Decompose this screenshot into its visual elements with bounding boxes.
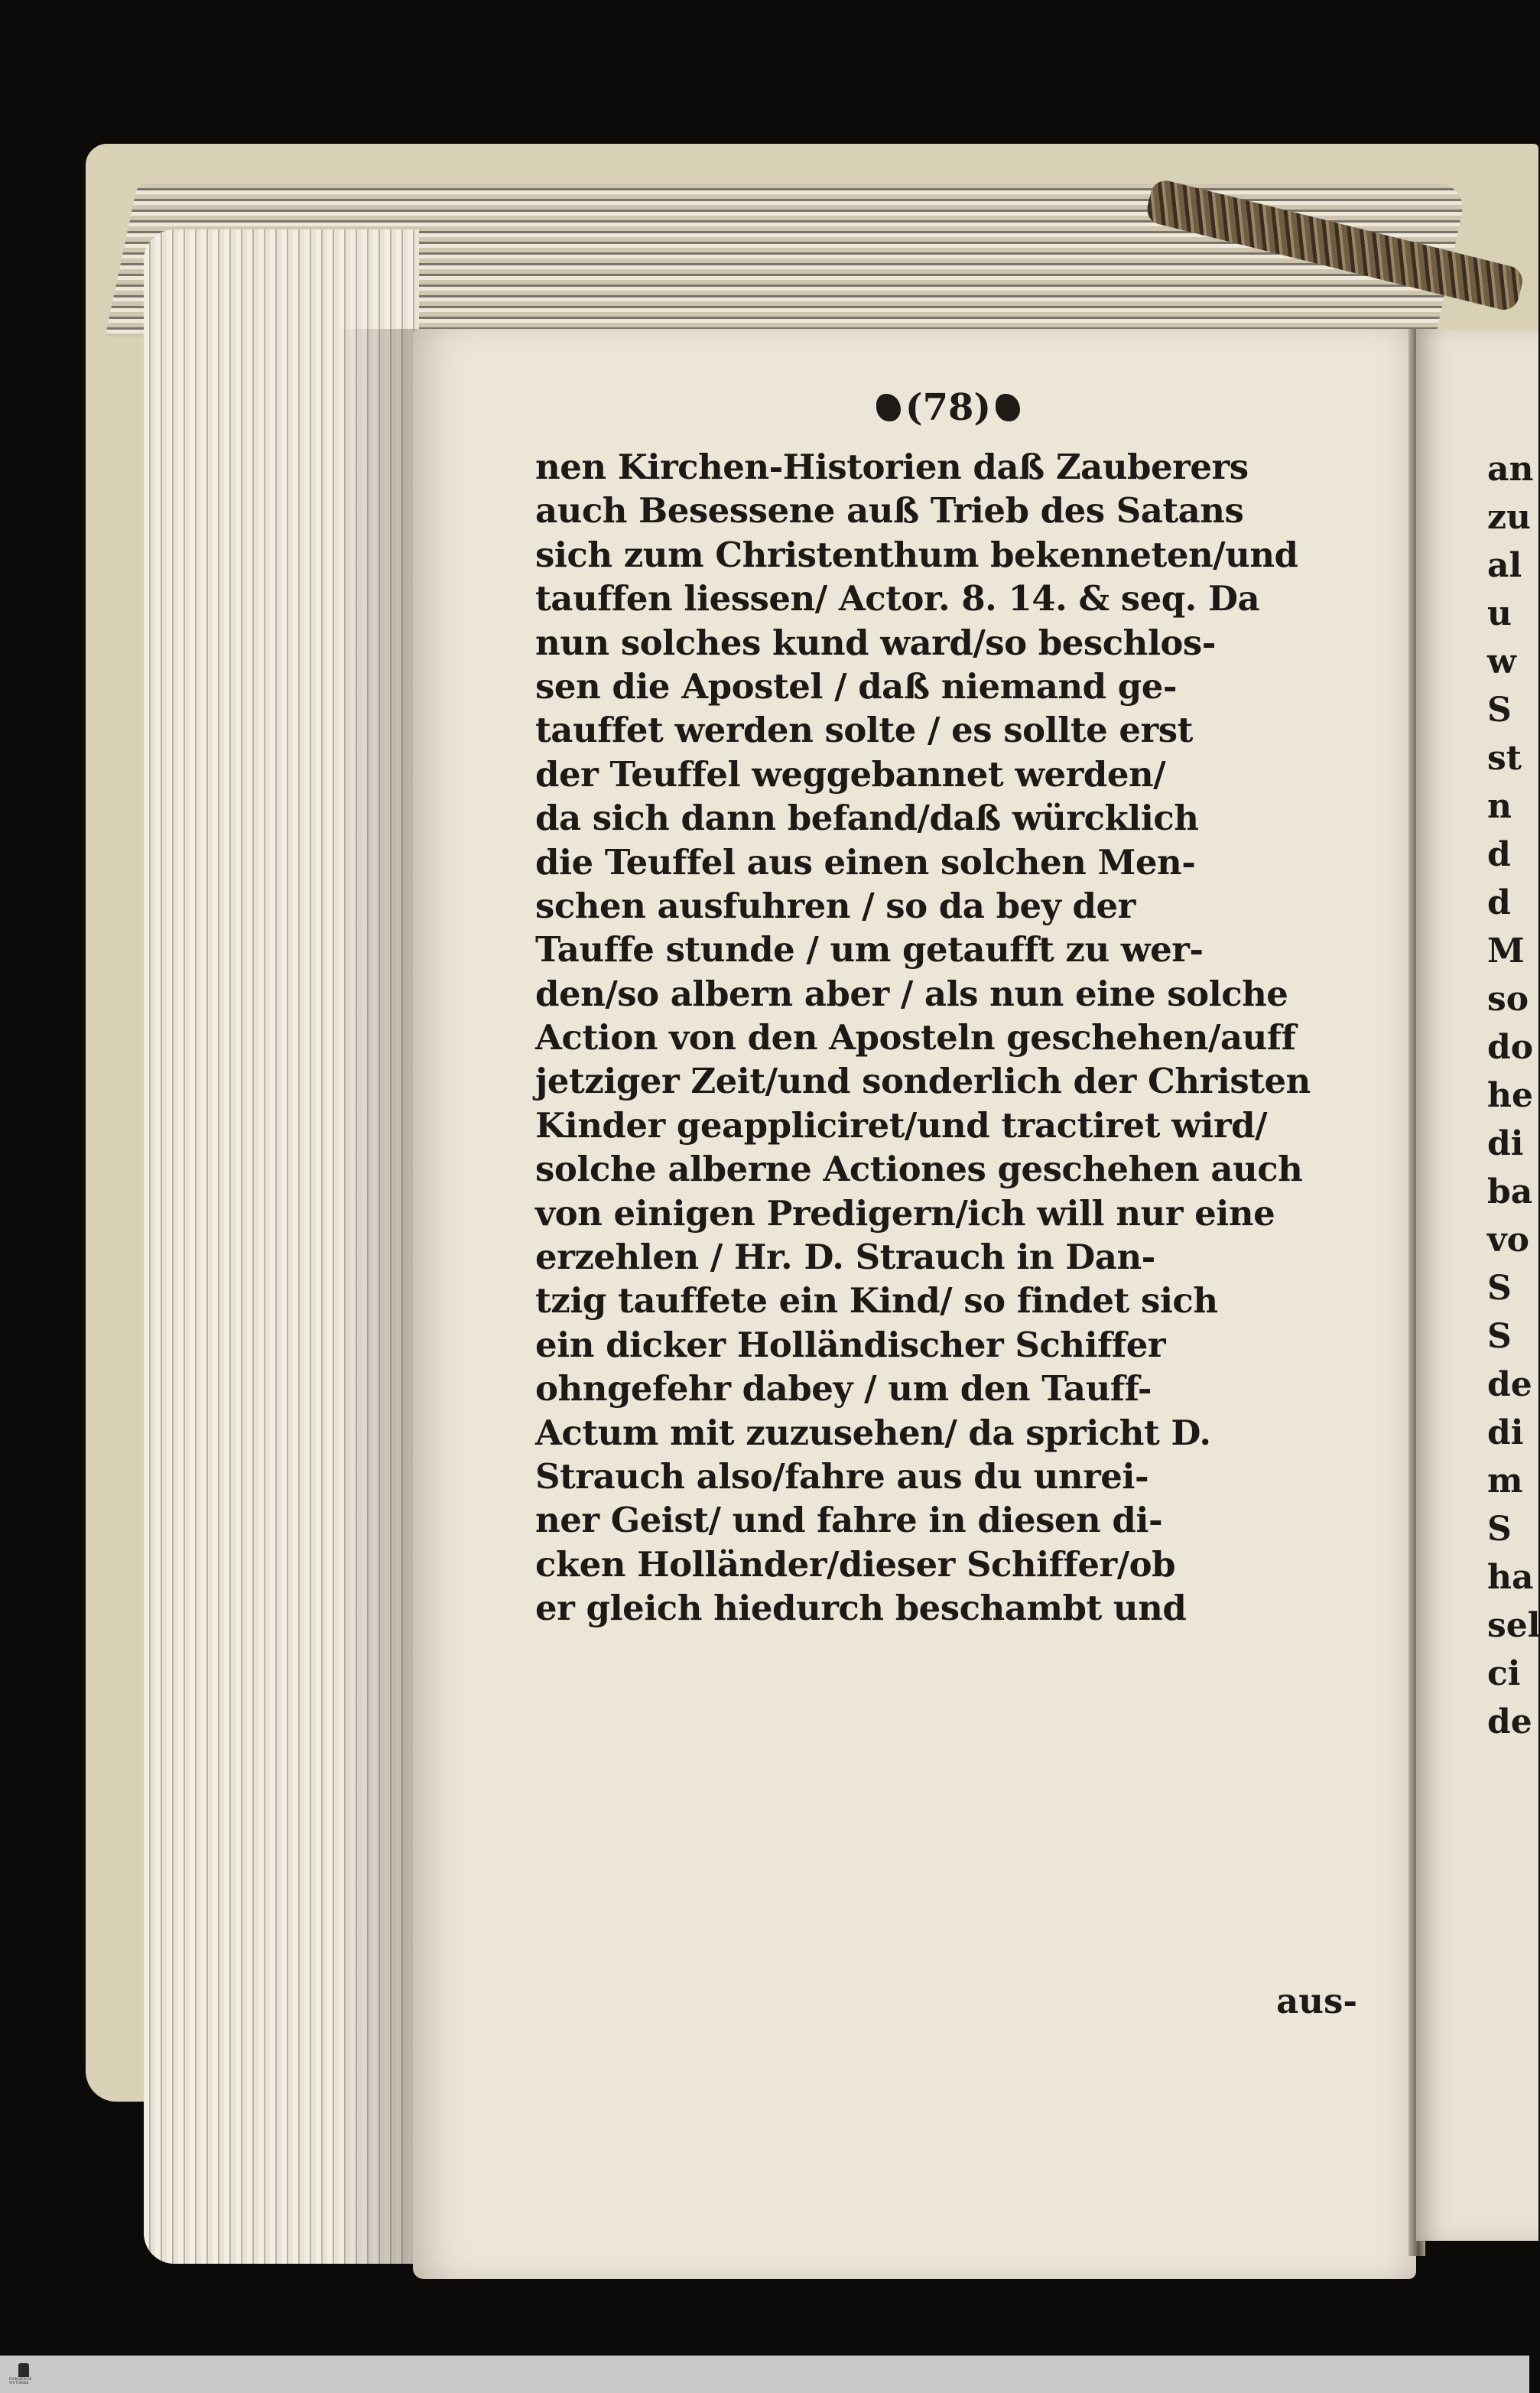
text-line: Actum mit zuzusehen/ da spricht D. bbox=[535, 1412, 1211, 1453]
page-number: (78) bbox=[905, 386, 992, 429]
next-page-line-start: so bbox=[1487, 980, 1529, 1019]
text-line: der Teuffel weggebannet werden/ bbox=[535, 753, 1166, 795]
text-line: sich zum Christenthum bekenneten/und bbox=[535, 534, 1298, 575]
text-line: ner Geist/ und fahre in diesen di- bbox=[535, 1500, 1163, 1541]
text-line: auch Besessene auß Trieb des Satans bbox=[535, 490, 1244, 532]
text-line: die Teuffel aus einen solchen Men- bbox=[535, 841, 1196, 883]
text-line: von einigen Predigern/ich will nur eine bbox=[535, 1192, 1275, 1234]
library-logo-icon bbox=[9, 2359, 38, 2388]
next-page-line-start: S bbox=[1487, 1510, 1512, 1549]
next-page-line-start: do bbox=[1487, 1028, 1534, 1067]
next-page-line-start: di bbox=[1487, 1124, 1524, 1163]
text-line: ohngefehr dabey / um den Tauff- bbox=[535, 1368, 1152, 1409]
text-line: Tauffe stunde / um getaufft zu wer- bbox=[535, 929, 1204, 971]
text-line: Kinder geappliciret/und tractiret wird/ bbox=[535, 1104, 1268, 1146]
text-line: jetziger Zeit/und sonderlich der Christen bbox=[535, 1061, 1311, 1102]
next-page-line-start: ba bbox=[1487, 1172, 1533, 1211]
next-page-line-start: m bbox=[1487, 1461, 1523, 1501]
next-page-line-start: S bbox=[1487, 1269, 1512, 1308]
text-line: tauffen liessen/ Actor. 8. 14. & seq. Da bbox=[535, 578, 1260, 619]
next-page-line-start: al bbox=[1487, 546, 1522, 585]
text-line: schen ausfuhren / so da bey der bbox=[535, 885, 1136, 926]
text-line: tauffet werden solte / es sollte erst bbox=[535, 710, 1193, 751]
page-text bbox=[535, 445, 1361, 1631]
catchword: aus- bbox=[1276, 1981, 1357, 2021]
text-line: da sich dann befand/daß würcklich bbox=[535, 798, 1199, 839]
next-page-line-start: M bbox=[1487, 932, 1525, 971]
ornament-left-icon bbox=[876, 394, 901, 421]
next-page-line-start: S bbox=[1487, 691, 1512, 730]
text-line: ein dicker Holländischer Schiffer bbox=[535, 1324, 1166, 1365]
text-line: Action von den Aposteln geschehen/auff bbox=[535, 1017, 1296, 1058]
next-page-line-start: sel bbox=[1487, 1606, 1540, 1645]
viewer-bottom-bar bbox=[0, 2356, 1529, 2393]
page-header bbox=[864, 381, 1032, 434]
next-page-line-start: d bbox=[1487, 835, 1511, 874]
text-line: solche alberne Actiones geschehen auch bbox=[535, 1149, 1303, 1190]
text-line: erzehlen / Hr. D. Strauch in Dan- bbox=[535, 1237, 1155, 1278]
logo-text: FRANCKESCHE STIFTUNGEN bbox=[9, 2377, 32, 2385]
next-page-line-start: st bbox=[1487, 739, 1522, 778]
text-line: nen Kirchen-Historien daß Zauberers bbox=[535, 447, 1249, 487]
next-page-line-start: ha bbox=[1487, 1558, 1534, 1597]
next-page-line-start: di bbox=[1487, 1413, 1524, 1452]
text-line: er gleich hiedurch beschambt und bbox=[535, 1588, 1187, 1629]
next-page-line-start: d bbox=[1487, 883, 1511, 922]
text-line: nun solches kund ward/so beschlos- bbox=[535, 622, 1216, 663]
text-line: tzig tauffete ein Kind/ so findet sich bbox=[535, 1280, 1218, 1322]
next-page-line-start: n bbox=[1487, 787, 1512, 826]
next-page-line-start: an bbox=[1487, 450, 1534, 489]
next-page-line-start: w bbox=[1487, 642, 1516, 681]
text-line: Strauch also/fahre aus du unrei- bbox=[535, 1455, 1149, 1497]
next-page-line-start: u bbox=[1487, 594, 1512, 633]
ornament-right-icon bbox=[996, 394, 1020, 421]
next-page-line-start: de bbox=[1487, 1702, 1532, 1741]
next-page-line-start: de bbox=[1487, 1365, 1532, 1404]
text-line: sen die Apostel / daß niemand ge- bbox=[535, 665, 1178, 707]
text-line: den/so albern aber / als nun eine solche bbox=[535, 973, 1288, 1014]
text-line: cken Holländer/dieser Schiffer/ob bbox=[535, 1543, 1176, 1585]
fore-edge-shadow bbox=[336, 329, 421, 2264]
next-page-line-start: S bbox=[1487, 1317, 1512, 1356]
next-page-text bbox=[1487, 445, 1540, 1746]
next-page-line-start: vo bbox=[1487, 1221, 1529, 1260]
next-page-line-start: ci bbox=[1487, 1654, 1521, 1693]
next-page-line-start: zu bbox=[1487, 498, 1531, 537]
next-page-line-start: he bbox=[1487, 1076, 1533, 1115]
